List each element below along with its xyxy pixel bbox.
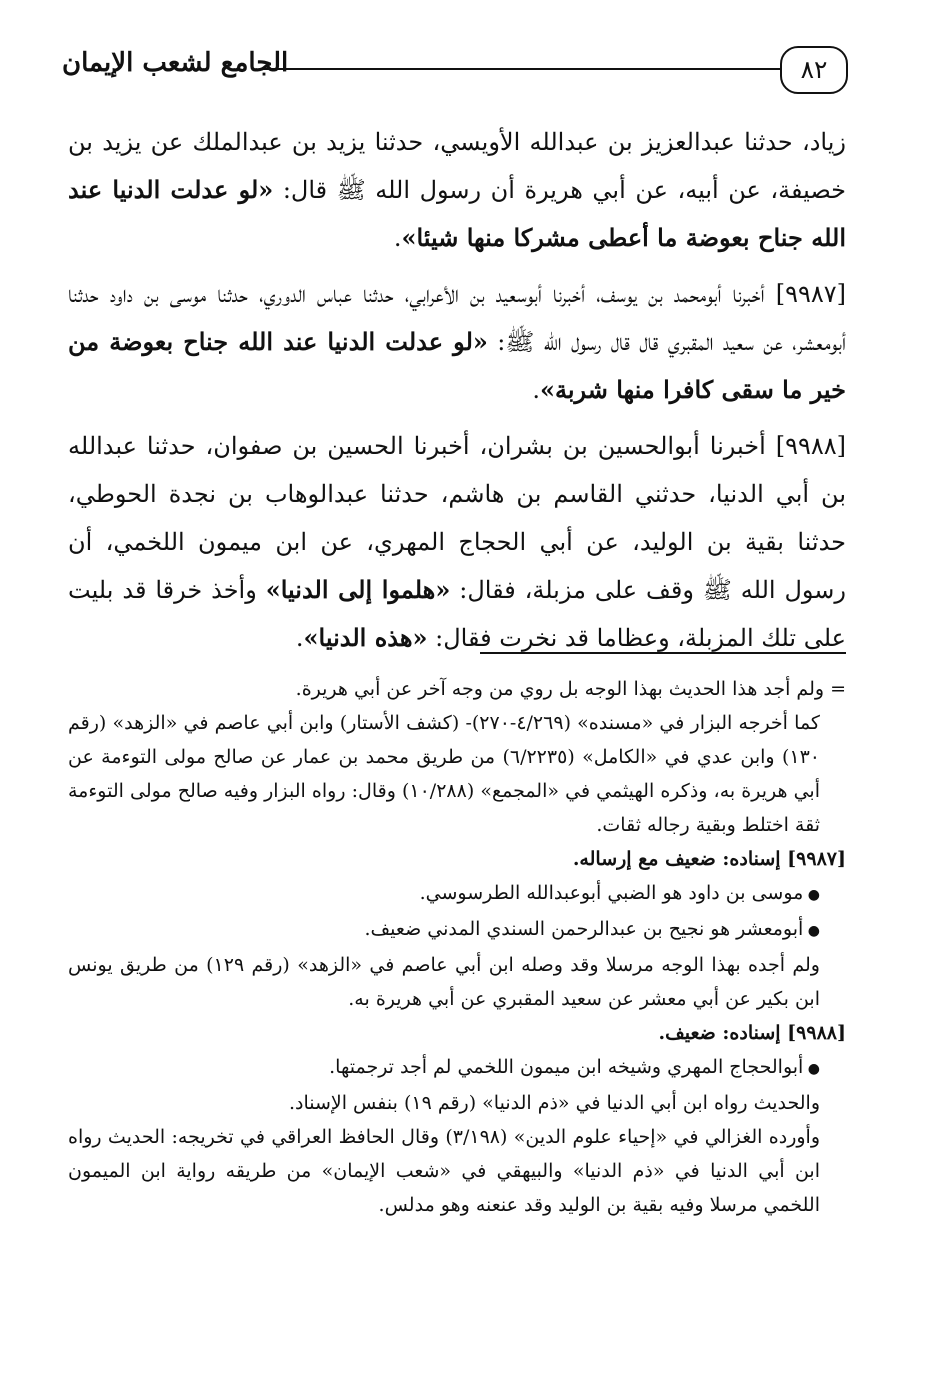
page-number: ٨٢	[780, 46, 848, 94]
main-text	[68, 118, 846, 670]
paragraph-end: .	[532, 376, 540, 404]
hadith-number: [٩٩٨٧]	[775, 280, 846, 308]
footnote-text: وأورده الغزالي في «إحياء علوم الدين» (٣/١٩٨) وقال الحافظ العراقي في تخريجه: الحديث رواه ابن أبي الدنيا في «ذم الدنيا» والبيهقي في «شعب الإيمان» من طريقه رواية ابن الميمون اللخمي مرسلا وفيه بقية بن الوليد وقد عنعنه وهو مدلس.	[68, 1126, 820, 1216]
hadith-quote: «لو عدلت الدنيا عند الله جناح بعوضة ما أعطى مشركا منها شيئا»	[68, 175, 846, 252]
footnote-takhrij: كما أخرجه البزار في «مسنده» (٤/٢٦٩-٢٧٠)- (كشف الأستار) وابن أبي عاصم في «الزهد» (رقم ١٣٠) وابن عدي في «الكامل» (٦/٢٢٣٥) من طريق محمد بن عمار عن صالح مولى التوءمة عن أبي هريرة به، وذكره الهيثمي في «المجمع» (١٠/٢٨٨) وقال: رواه البزار وفيه صالح مولى التوءمة ثقة اختلط وبقية رجاله ثقات.	[68, 712, 821, 836]
paragraph-1	[68, 118, 846, 262]
footnote-divider	[480, 652, 846, 654]
paragraph-text: أخبرنا أبومحمد بن يوسف، أخبرنا أبوسعيد بن الأعرابي، حدثنا عباس الدوري، حدثنا موسى بن داود حدثنا أبومعشر، عن سعيد المقبري قال قال رسول الله ﷺ:	[68, 280, 846, 356]
header-rule	[262, 68, 780, 70]
isnad-label: [٩٩٨٧] إسناده:	[722, 848, 846, 870]
page-header	[62, 42, 848, 102]
paragraph-end: .	[393, 224, 402, 252]
book-title: الجامع لشعب الإيمان	[62, 48, 289, 78]
footnote-bullet: ● أبومعشر هو نجيح بن عبدالرحمن السندي المدني ضعيف.	[68, 912, 846, 948]
hadith-quote: «هذه الدنيا»	[303, 623, 428, 652]
paragraph-end: .	[295, 624, 304, 652]
hadith-quote: «لو عدلت الدنيا عند الله جناح بعوضة من خير ما سقى كافرا منها شربة»	[68, 327, 846, 404]
isnad-label: [٩٩٨٨] إسناده:	[722, 1022, 846, 1044]
footnotes	[68, 672, 846, 1222]
footnote-continuation: = ولم أجد هذا الحديث بهذا الوجه بل روي من وجه آخر عن أبي هريرة.	[295, 678, 846, 700]
footnote-bullet: ● أبوالحجاج المهري وشيخه ابن ميمون اللخمي لم أجد ترجمتها.	[68, 1050, 846, 1086]
hadith-number: [٩٩٨٨]	[775, 432, 846, 460]
paragraph-9987	[68, 270, 846, 414]
footnote-isnad-9987	[68, 842, 846, 876]
isnad-grade: ضعيف.	[658, 1022, 723, 1044]
footnote-bullet: ● موسى بن داود هو الضبي أبوعبدالله الطرسوسي.	[68, 876, 846, 912]
isnad-grade: ضعيف مع إرساله.	[572, 848, 723, 870]
footnote-text: والحديث رواه ابن أبي الدنيا في «ذم الدنيا» (رقم ١٩) بنفس الإسناد.	[288, 1092, 820, 1114]
paragraph-text: وأخذ خرقا قد بليت على تلك المزبلة، وعظاما قد نخرت فقال:	[68, 576, 846, 652]
footnote-isnad-9988	[68, 1016, 846, 1050]
paragraph-9988	[68, 422, 846, 662]
footnote-text: ولم أجده بهذا الوجه مرسلا وقد وصله ابن أبي عاصم في «الزهد» (رقم ١٢٩) من طريق يونس ابن بكير عن أبي معشر عن سعيد المقبري عن أبي هريرة به.	[68, 954, 820, 1010]
hadith-quote: «هلموا إلى الدنيا»	[265, 575, 451, 604]
paragraph-text: أخبرنا أبوالحسين بن بشران، أخبرنا الحسين بن صفوان، حدثنا عبدالله بن أبي الدنيا، حدثني القاسم بن هاشم، حدثنا عبدالوهاب بن نجدة الحوطي، حدثنا بقية بن الوليد، عن أبي الحجاج المهري، عن ابن ميمون اللخمي، أن رسول الله ﷺ وقف على مزبلة، فقال:	[68, 432, 847, 604]
paragraph-text: زياد، حدثنا عبدالعزيز بن عبدالله الأويسي، حدثنا يزيد بن عبدالملك عن يزيد بن خصيفة، عن أبيه، عن أبي هريرة أن رسول الله ﷺ قال:	[68, 128, 846, 204]
